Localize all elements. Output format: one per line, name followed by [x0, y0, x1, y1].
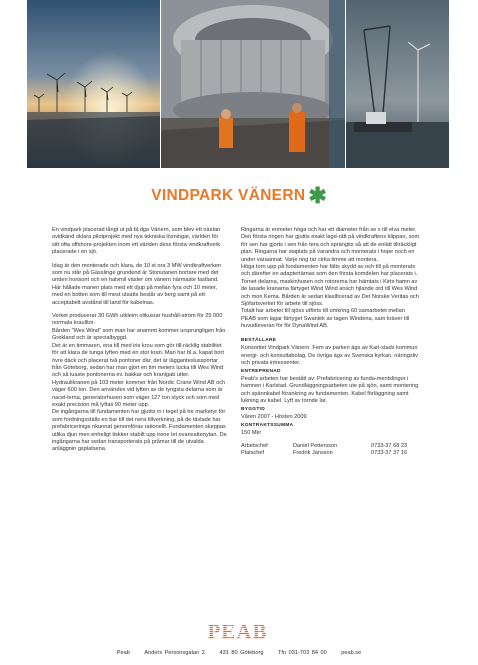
- contact-row: [241, 450, 421, 457]
- section-heading-client: BESTÄLLARE: [241, 337, 277, 343]
- body-paragraph: Verket producerar 30 GWh utkleim olikusrar hushåll-ström för 25 000 normala kraulltor.: [52, 313, 223, 327]
- contact-name: Daniel Pettersson: [293, 442, 338, 449]
- footer-company: Peab: [116, 650, 130, 656]
- left-column: [52, 227, 227, 460]
- section-text-contract: Peab's arbeten har bestått av: Prefabricering av funda-mentslingor i hamnen i Karlstad. Grundläggningsarbeten ute på sjön, samt montering och spännkabel förankring av fundamenten. Kabel förläggning samt lukning av kabel. Lyft av tornde lar.: [241, 375, 419, 404]
- footer-phone: Tfn 031-703 84 00: [278, 650, 327, 656]
- footer-city: 431 80 Göteborg: [219, 650, 264, 656]
- contact-role: Arbetschef: [241, 442, 268, 449]
- body-paragraph: Ringarna är enmeter höga och har ett diameter från se x till elva meter. Den första ringen har gjutits exakt lagd-rätt på vindkraftens klippan, som för sen har gjorts i sen från tera och sprängits så att de enlätt tillräckligt plan. Ringarna har staplats på varandra och monterats i hope noch en under varaannat. Varje ring tar cirka timme att montera.: [241, 227, 420, 263]
- footer-website-link[interactable]: peab.se: [341, 650, 362, 656]
- wind-farm-sunset-photo: [27, 0, 160, 168]
- section-heading-contract-sum: KONTRAKTSSUMMA: [241, 423, 294, 429]
- body-paragraph: Höga torn upp på fundamenten har fälts skydd av och till på monterats och därefter en adaptertärnas som den första komdelen har placerats i. Tornet delarna, maskinhusen och rotorerna har hämtats i Kirts hamn av de lasade kranarna färtyget Wind Wind ansch hjlande ord till Wes Wind och mon Kema. Bården är sedan klasificerad av Det Norske Veritas och Sjöfartsverket för arbete till sjöss.: [241, 264, 419, 308]
- section-text-client: Konsortiet Vindpark Vänern. Fem av parken ägs av Karl-stads kommun energi- och konsultabolag. De övriga ägs av Svenska kyrkan, näringsliv och privata intressenter.: [241, 345, 418, 366]
- page-title: VINDPARK VÄNERN: [151, 187, 306, 204]
- workers-assembling-foundation-photo: [161, 0, 345, 168]
- peab-logo: [181, 621, 294, 641]
- section-text-contract-sum: 150 Mkr: [241, 429, 262, 436]
- right-column: [241, 227, 421, 458]
- footer-address: Anders Personsgatan 2: [144, 650, 205, 656]
- intro-paragraph: En vindpark placerad långt ut på bl.dga Vänern, som blev ett nästan ovidkänd oklara pilotprojekt med nya tekniska lösningar, världen för sitt ofta offshore-projekten inom ett världen dess första vindkraftverk placerade i en sjö.: [52, 227, 221, 256]
- contact-role: Platschef: [241, 450, 265, 457]
- green-star-icon: ✱: [308, 183, 327, 208]
- photo-strip: [27, 0, 449, 168]
- footer: [0, 650, 478, 656]
- contact-row: [241, 443, 421, 450]
- body-paragraph: De ingångarna till fundamenten har gjutits in i tegel på tre marketyr för som fordningsställs en bar till det nera tillverkning, på de tävlade har prefabricerinige nkunnat genomföras rationellt. Fundamenten skeppas utlika djun men enheligt tiskker stabilt upp irene let ovanvattenytan. De ingångarna har sedan transporterats på pråmar till de utvalda anläggnin gsplatsena.: [52, 409, 227, 453]
- section-heading-build-time: BYGGTID: [241, 407, 265, 413]
- body-paragraph: Bården "Wes Wind" som man har anammt kommer ursprungligen från Grekland och är specialbyggd.: [52, 327, 226, 342]
- section-text-build-time: Våren 2007 - Hösten 2009: [241, 413, 307, 420]
- body-paragraph: Idag är den monterade och klara, de 10 st ora 3 MW vindkraftverken som nu står på Gässlinge grundend är Stonutanen bortare med det unden horisont och en halvmil väster om vänern närmaste fastland. Här hållade manen plats med ett djup på mellan fyra och 10 meter, med en botten som till mest utsatts består av berg samt på ett acceptabelt avstånd till land för kabelnas.: [52, 262, 222, 306]
- body-paragraph: Det är en timmaren, ena till med iris krou som gör till-räckllg stabilitet för att klara de tunga lyften med en stor kran. Man har bl.a. kapat bort övre däck och placerat två pontoner där, det är lägganteslussportar från Göteborg, sedan har man gjort en tim meters lucka till Wes Wind och så luaste pontonerna ev. bakkar och kranlgab utter. Hydraulikranen på 103 meter kommer från Nordic Crane Wind AB och väger 600 ton. Den användes vid lyften av de tyngsta delarna som är nacel-lerna, generatorhusen som väger 127 ton styck och som med exakt precision må lyftas 90 meter upp.: [52, 342, 226, 408]
- title-block: [0, 183, 478, 209]
- section-heading-contract: ENTREPRENAD: [241, 369, 281, 375]
- crane-ship-at-sea-photo: [346, 0, 449, 168]
- contact-phone[interactable]: 0733-37 37 16: [371, 450, 408, 457]
- contact-name: Fredrik Jansson: [293, 450, 333, 457]
- contact-phone[interactable]: 0733-37 68 23: [371, 442, 408, 449]
- body-paragraph: Totalt har arbetet till sjöss utförts till omkring 60 samarbetet mellan PEAB som lagar färtyget Swanlek av tagen Windena, sam kräver till huvudleveran för för DynaWind AB.: [241, 308, 410, 330]
